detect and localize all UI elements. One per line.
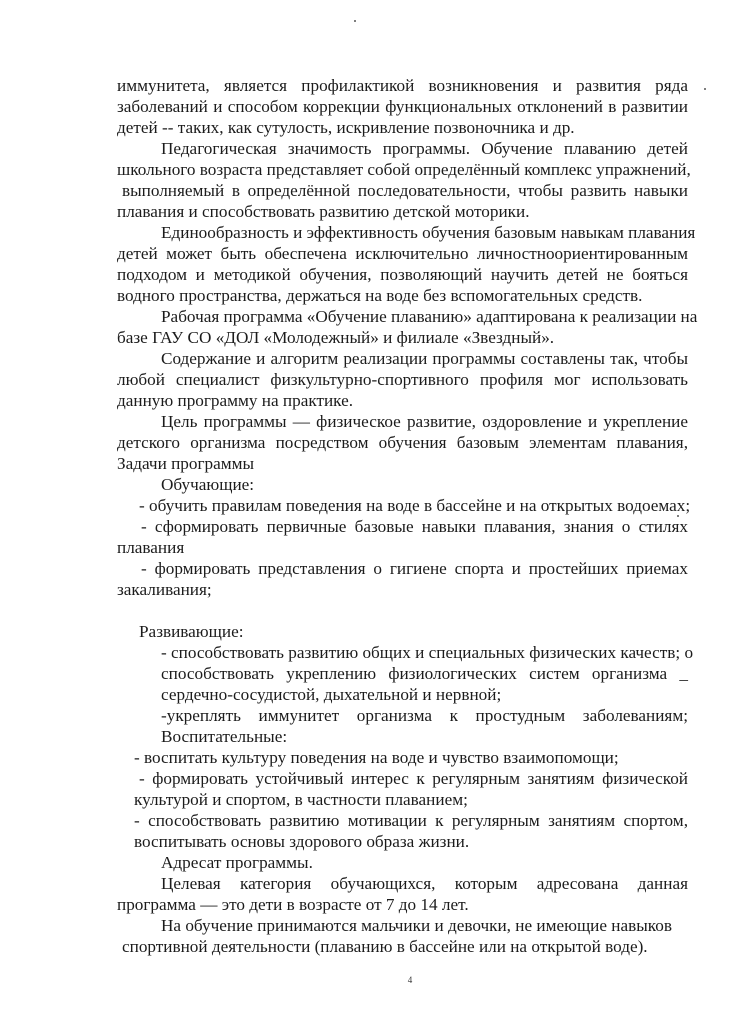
text-line: Обучающие:: [161, 475, 255, 494]
text-line: сердечно-сосудистой, дыхательной и нервной;: [161, 685, 502, 704]
text-line: Адресат программы.: [161, 853, 313, 872]
text-line: Воспитательные:: [161, 727, 288, 746]
text-line: иммунитета, является профилактикой возникновения и развития ряда: [117, 76, 688, 95]
text-line: школьного возраста представляет собой определённый комплекс упражнений,: [117, 160, 691, 179]
text-line: базе ГАУ СО «ДОЛ «Молодежный» и филиале «Звездный».: [117, 328, 555, 347]
text-line: способствовать укреплению физиологических систем организма _: [161, 664, 688, 683]
text-line: детского организма посредством обучения базовым элементам плавания,: [117, 433, 688, 452]
text-line: плавания: [117, 538, 185, 557]
text-line: Рабочая программа «Обучение плаванию» адаптирована к реализации на: [161, 307, 698, 326]
text-line: спортивной деятельности (плаванию в бассейне или на открытой воде).: [122, 937, 648, 956]
scan-speck: [354, 20, 356, 22]
text-line: культурой и спортом, в частности плаванием;: [134, 790, 468, 809]
text-line: данную программу на практике.: [117, 391, 354, 410]
text-line: -укреплять иммунитет организма к простудным заболеваниям;: [161, 706, 688, 725]
text-line: плавания и способствовать развитию детской моторики.: [117, 202, 530, 221]
text-line: Цель программы — физическое развитие, оздоровление и укрепление: [161, 412, 688, 431]
text-line: - обучить правилам поведения на воде в бассейне и на открытых водоемах;: [139, 496, 691, 515]
text-line: детей может быть обеспечена исключительно личностноориентированным: [117, 244, 688, 263]
scan-speck: [704, 88, 706, 90]
text-line: Развивающие:: [139, 622, 244, 641]
text-line: - способствовать развитию общих и специальных физических качеств; о: [161, 643, 694, 662]
text-line: водного пространства, держаться на воде без вспомогательных средств.: [117, 286, 643, 305]
text-line: - воспитать культуру поведения на воде и чувство взаимопомощи;: [134, 748, 619, 767]
text-line: Целевая категория обучающихся, которым адресована данная: [161, 874, 688, 893]
text-line: заболеваний и способом коррекции функциональных отклонений в развитии: [117, 97, 688, 116]
text-line: - формировать представления о гигиене спорта и простейших приемах: [141, 559, 688, 578]
text-line: - формировать устойчивый интерес к регулярным занятиям физической: [139, 769, 688, 788]
text-line: детей -- таких, как сутулость, искривление позвоночника и др.: [117, 118, 575, 137]
text-line: Педагогическая значимость программы. Обучение плаванию детей: [161, 139, 688, 158]
text-line: любой специалист физкультурно-спортивного профиля мог использовать: [117, 370, 688, 389]
text-line: Единообразность и эффективность обучения базовым навыкам плавания: [161, 223, 696, 242]
text-line: - способствовать развитию мотивации к регулярным занятиям спортом,: [134, 811, 688, 830]
text-line: выполняемый в определённой последовательности, чтобы развить навыки: [122, 181, 688, 200]
text-line: программа — это дети в возрасте от 7 до 14 лет.: [117, 895, 469, 914]
text-line: - сформировать первичные базовые навыки плавания, знания о стилях: [141, 517, 688, 536]
page-number: 4: [407, 975, 413, 985]
text-line: воспитывать основы здорового образа жизни.: [134, 832, 470, 851]
text-line: На обучение принимаются мальчики и девочки, не имеющие навыков: [161, 916, 672, 935]
text-line: Содержание и алгоритм реализации программы составлены так, чтобы: [161, 349, 688, 368]
text-line: закаливания;: [117, 580, 212, 599]
text-line: Задачи программы: [117, 454, 255, 473]
text-line: подходом и методикой обучения, позволяющий научить детей не бояться: [117, 265, 688, 284]
